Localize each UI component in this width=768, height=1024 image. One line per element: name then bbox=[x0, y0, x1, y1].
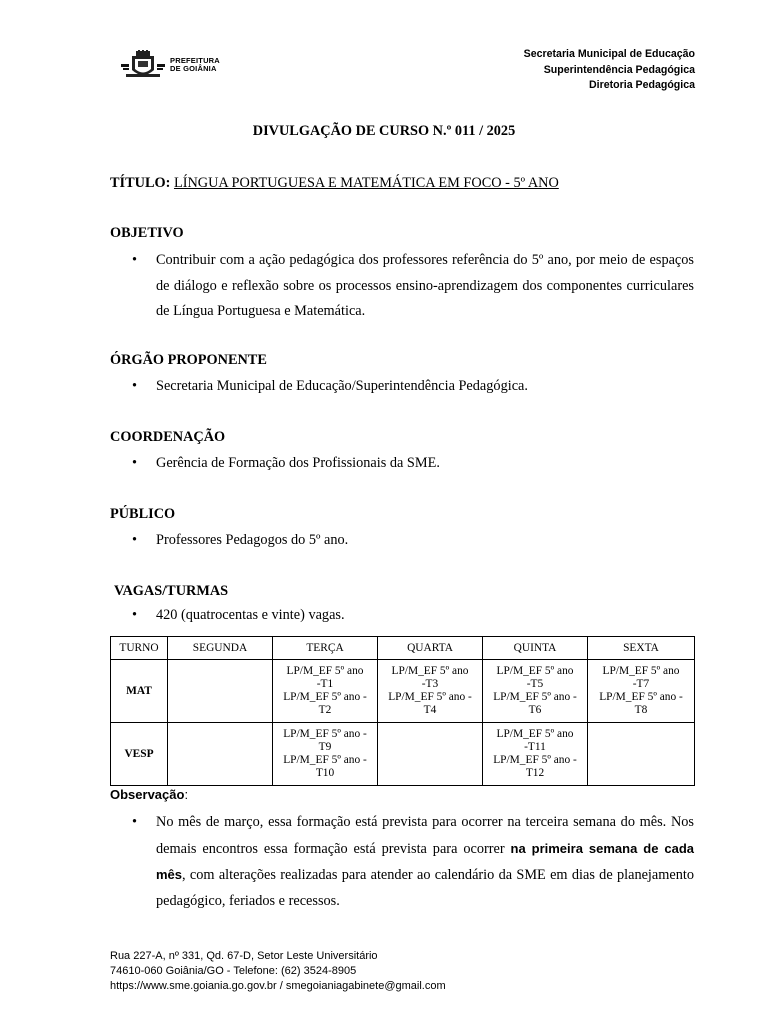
quinta-cell bbox=[483, 660, 588, 723]
coordenacao-section bbox=[110, 429, 694, 472]
cell-line: LP/M_EF 5º ano - bbox=[283, 691, 367, 703]
objetivo-section bbox=[110, 225, 694, 325]
quarta-cell bbox=[378, 723, 483, 786]
orgao-section bbox=[110, 352, 694, 395]
observacao-text bbox=[110, 810, 694, 914]
cell-line: T2 bbox=[318, 704, 332, 716]
segunda-cell bbox=[168, 660, 273, 723]
org-line-2: Superintendência Pedagógica bbox=[543, 63, 695, 76]
quarta-cell bbox=[378, 660, 483, 723]
col-header-terca: TERÇA bbox=[273, 637, 378, 660]
cell-line: LP/M_EF 5º ano - bbox=[493, 754, 577, 766]
cell-line: T12 bbox=[525, 767, 545, 779]
vagas-heading: VAGAS/TURMAS bbox=[114, 583, 229, 599]
turno-cell: VESP bbox=[111, 723, 168, 786]
footer-line-1: Rua 227-A, nº 331, Qd. 67-D, Setor Leste Universitário bbox=[110, 950, 378, 962]
observacao-heading bbox=[110, 787, 188, 802]
org-line-1: Secretaria Municipal de Educação bbox=[523, 48, 695, 60]
cell-line: T10 bbox=[315, 767, 335, 779]
org-line-3: Diretoria Pedagógica bbox=[589, 79, 695, 91]
observacao-part2: , com alterações realizadas para atender ao calendário da SME em dias de planejamento pedagógico, feriados e recessos. bbox=[156, 867, 694, 909]
cell-line: LP/M_EF 5º ano - bbox=[599, 691, 683, 703]
cell-line: LP/M_EF 5º ano - bbox=[283, 754, 367, 766]
coordenacao-text: • Gerência de Formação dos Profissionais da SME. bbox=[110, 455, 694, 472]
sexta-cell bbox=[588, 660, 695, 723]
col-header-quarta: QUARTA bbox=[378, 637, 483, 660]
observacao-label: Observação bbox=[110, 787, 185, 802]
coordenacao-heading: COORDENAÇÃO bbox=[110, 429, 226, 445]
logo-text-line2: DE GOIÂNIA bbox=[170, 64, 217, 73]
prefeitura-logo bbox=[120, 50, 220, 80]
publico-heading: PÚBLICO bbox=[110, 506, 176, 522]
course-title-label: TÍTULO: bbox=[110, 175, 171, 191]
cell-line: LP/M_EF 5º ano bbox=[496, 728, 574, 740]
footer-line-2: 74610-060 Goiânia/GO - Telefone: (62) 3524-8905 bbox=[110, 965, 357, 977]
orgao-heading: ÓRGÃO PROPONENTE bbox=[110, 352, 267, 368]
cell-line: LP/M_EF 5º ano bbox=[286, 665, 364, 677]
schedule-table bbox=[110, 636, 695, 786]
objetivo-text: • Contribuir com a ação pedagógica dos professores referência do 5º ano, por meio de espaços de diálogo e reflexão sobre os processos ensino-aprendizagem dos componentes curriculares de Língua Portuguesa e Matemática. bbox=[110, 248, 694, 325]
table-row-vesp bbox=[111, 723, 695, 786]
orgao-text: • Secretaria Municipal de Educação/Superintendência Pedagógica. bbox=[110, 378, 694, 395]
cell-line: T6 bbox=[528, 704, 542, 716]
logo-text-line1: PREFEITURA bbox=[170, 56, 220, 65]
vagas-section bbox=[114, 583, 698, 624]
col-header-quinta: QUINTA bbox=[483, 637, 588, 660]
cell-line: LP/M_EF 5º ano bbox=[496, 665, 574, 677]
observacao-section bbox=[110, 810, 694, 914]
terca-cell bbox=[273, 660, 378, 723]
cell-line: -T5 bbox=[526, 678, 544, 690]
vagas-text: • 420 (quatrocentas e vinte) vagas. bbox=[110, 607, 694, 624]
schedule-header-row bbox=[111, 637, 695, 660]
cell-line: T9 bbox=[318, 741, 332, 753]
segunda-cell bbox=[168, 723, 273, 786]
col-header-turno: TURNO bbox=[111, 637, 168, 660]
cell-line: LP/M_EF 5º ano bbox=[602, 665, 680, 677]
cell-line: -T3 bbox=[421, 678, 439, 690]
sexta-cell bbox=[588, 723, 695, 786]
cell-line: T4 bbox=[423, 704, 437, 716]
cell-line: -T11 bbox=[524, 741, 546, 753]
cell-line: LP/M_EF 5º ano - bbox=[493, 691, 577, 703]
cell-line: -T1 bbox=[316, 678, 334, 690]
observacao-part1: No mês de março, essa formação está prevista para ocorrer na terceira semana do mês. Nos demais encontros essa formação está prevista para ocorrer bbox=[156, 814, 694, 857]
cell-line: LP/M_EF 5º ano bbox=[391, 665, 469, 677]
quinta-cell bbox=[483, 723, 588, 786]
footer-line-3: https://www.sme.goiania.go.gov.br / smegoianiagabinete@gmail.com bbox=[110, 980, 446, 992]
document-title: DIVULGAÇÃO DE CURSO N.º 011 / 2025 bbox=[252, 123, 516, 139]
observacao-colon: : bbox=[184, 787, 189, 802]
observacao-bold: na primeira semana de cada mês bbox=[156, 840, 694, 882]
course-title-value: LÍNGUA PORTUGUESA E MATEMÁTICA EM FOCO - 5º ANO bbox=[173, 175, 559, 191]
terca-cell bbox=[273, 723, 378, 786]
footer-address bbox=[110, 949, 446, 994]
table-row-mat bbox=[111, 660, 695, 723]
course-title bbox=[110, 175, 694, 192]
turno-cell: MAT bbox=[111, 660, 168, 723]
col-header-segunda: SEGUNDA bbox=[168, 637, 273, 660]
cell-line: -T7 bbox=[632, 678, 650, 690]
coat-of-arms-icon bbox=[120, 50, 166, 80]
publico-section bbox=[110, 506, 694, 549]
cell-line: LP/M_EF 5º ano - bbox=[283, 728, 367, 740]
organization-header bbox=[524, 47, 695, 94]
publico-text: • Professores Pedagogos do 5º ano. bbox=[110, 532, 694, 549]
col-header-sexta: SEXTA bbox=[588, 637, 695, 660]
cell-line: LP/M_EF 5º ano - bbox=[388, 691, 472, 703]
cell-line: T8 bbox=[634, 704, 648, 716]
objetivo-heading: OBJETIVO bbox=[110, 225, 184, 241]
